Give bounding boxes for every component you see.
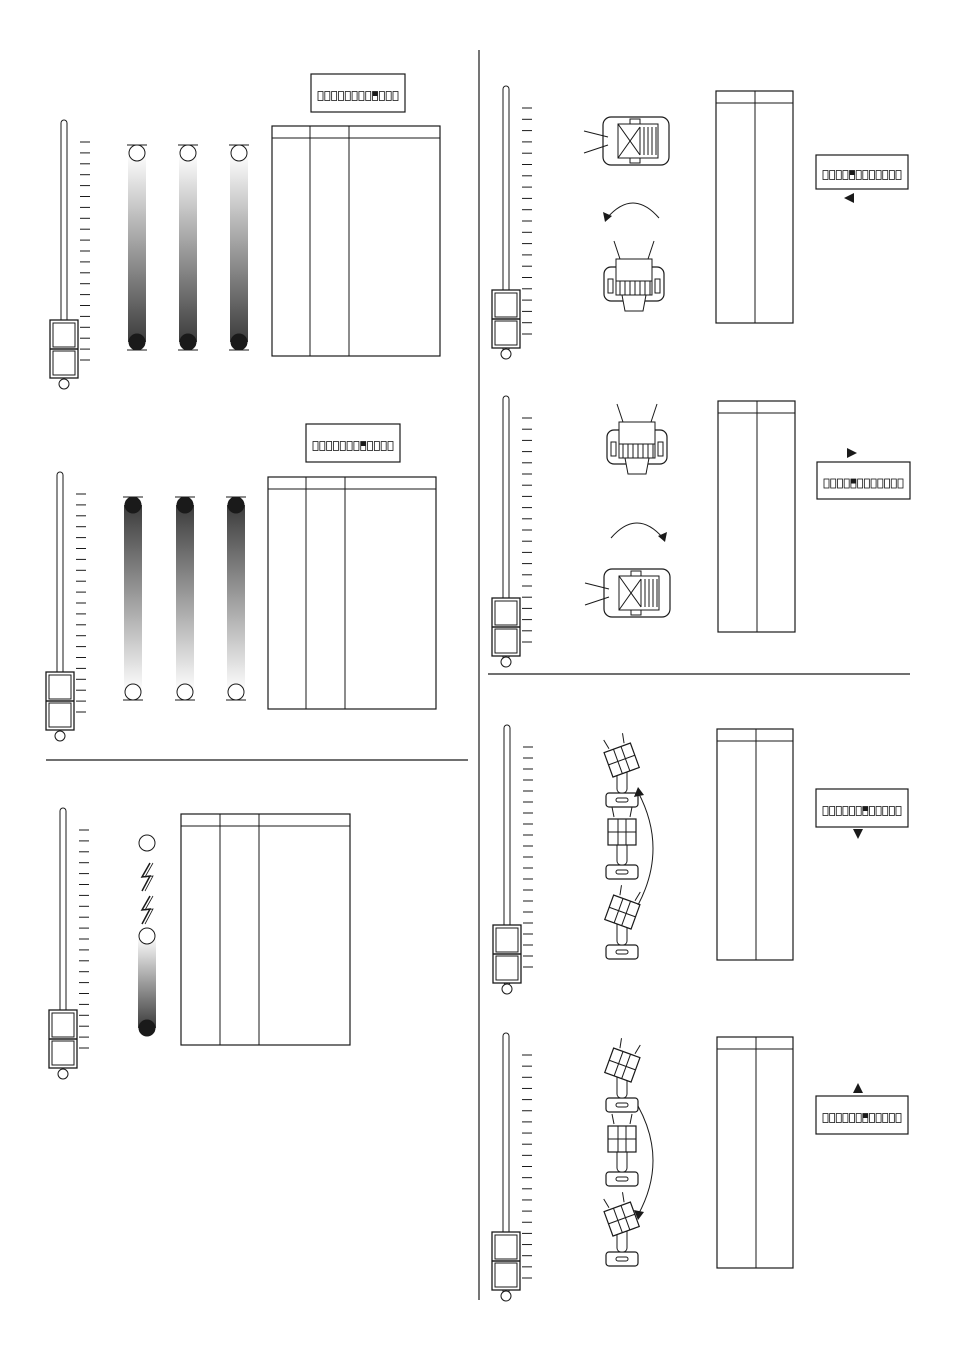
pan-right-dip-switch (817, 462, 910, 499)
table-frame (272, 126, 440, 356)
lamp-off-circle (177, 684, 193, 700)
beam-line (617, 404, 623, 422)
dimmer-down-bar-1 (123, 497, 143, 700)
dimmer-up-dip-switch (311, 74, 405, 112)
lamp-off-circle (139, 928, 155, 944)
tilt-head-lower-2 (600, 1191, 639, 1266)
tilt-down-arrow-indicator (853, 829, 863, 839)
lamp-on-circle (177, 497, 193, 513)
fader-knob (492, 1232, 520, 1301)
tilt-down-table (717, 729, 793, 960)
tilt-arc (638, 1106, 653, 1215)
head-base (625, 458, 649, 474)
fader-knob-foot (502, 984, 512, 994)
pan-right-rotation-arrow (611, 523, 667, 542)
fader-scale (76, 494, 86, 712)
table-frame (181, 814, 350, 1045)
fader-scale (522, 1055, 532, 1278)
tilt-down-fader (493, 725, 533, 994)
fader-knob (492, 290, 520, 359)
lamp-on-circle (180, 334, 196, 350)
beam-line (612, 807, 614, 817)
lamp-on-circle (139, 1020, 155, 1036)
head-lens (616, 259, 652, 281)
beam-line (648, 241, 654, 259)
lamp-off-circle (180, 145, 196, 161)
strobe-fader (49, 808, 89, 1079)
beam-line (618, 885, 623, 895)
beam-line (612, 1114, 614, 1124)
pan-head-front-view (604, 241, 664, 311)
intensity-gradient (227, 505, 245, 692)
pan-left-table (716, 91, 793, 323)
fader-scale (79, 830, 89, 1048)
fader-knob-foot (501, 657, 511, 667)
dimmer-up-bar-3 (229, 145, 249, 350)
beam-line (630, 1114, 632, 1124)
fader-knob (49, 1010, 77, 1079)
tilt-head-middle-2 (606, 1114, 638, 1186)
lamp-off-circle (125, 684, 141, 700)
dimmer-down-fader (46, 472, 86, 741)
beam-line (635, 891, 640, 901)
lamp-off-circle (228, 684, 244, 700)
intensity-gradient (176, 505, 194, 692)
lamp-on-circle (129, 334, 145, 350)
beam-line (651, 404, 657, 422)
beam-line (604, 1198, 609, 1208)
tilt-up-table (717, 1037, 793, 1268)
beam-line (621, 733, 626, 743)
lamp-off-circle (129, 145, 145, 161)
beam-line (604, 739, 609, 749)
intensity-gradient (179, 153, 197, 342)
pan-head-top-view-2 (585, 569, 670, 617)
intensity-gradient (138, 936, 156, 1028)
fader-scale (523, 747, 533, 967)
pan-head-front-view-2 (607, 404, 667, 474)
tilt-head-upper (600, 732, 639, 807)
fader-knob-foot (59, 379, 69, 389)
fader-knob-foot (501, 1291, 511, 1301)
fader-knob (492, 598, 520, 667)
dimmer-up-table (272, 126, 440, 356)
fader-scale (522, 108, 532, 334)
pan-head-top-view (584, 117, 669, 165)
fader-scale (522, 418, 532, 642)
dimmer-down-bar-3 (226, 497, 246, 700)
beam-line (635, 1044, 640, 1054)
dip-switch-on (851, 479, 856, 484)
dip-switch-on (863, 807, 868, 812)
fader-scale (80, 142, 90, 360)
strobe-bolt-2 (142, 896, 153, 924)
intensity-gradient (124, 505, 142, 692)
fader-knob-foot (58, 1069, 68, 1079)
dip-switch-on (850, 171, 855, 176)
tilt-head-middle (606, 807, 638, 879)
pan-right-arrow-indicator (847, 448, 857, 458)
head-base (622, 295, 646, 311)
tilted-head (605, 1037, 644, 1082)
pan-left-dip-switch (816, 155, 908, 189)
beam-line (621, 1192, 626, 1202)
head-lens (619, 422, 655, 444)
pan-right-fader (492, 396, 532, 667)
arrow-head (634, 787, 644, 797)
beam-line (630, 807, 632, 817)
pan-right-table (718, 401, 795, 632)
pan-left-rotation-arrow (603, 203, 659, 222)
pan-left-arrow-indicator (844, 193, 854, 203)
dimmer-up-bar-1 (127, 145, 147, 350)
dip-switch-on (361, 442, 366, 447)
beam-line (618, 1038, 623, 1048)
strobe-indicator (138, 835, 156, 1036)
tilt-down-dip-switch (816, 789, 908, 827)
dip-switch-on (863, 1114, 868, 1119)
rotation-arc (611, 523, 663, 538)
fader-knob (46, 672, 74, 741)
fader-knob (493, 925, 521, 994)
tilted-head (608, 1114, 636, 1152)
lamp-off-circle (139, 835, 155, 851)
pan-left-fader (492, 86, 532, 359)
dimmer-down-bar-2 (175, 497, 195, 700)
strobe-table (181, 814, 350, 1045)
tilted-head (605, 884, 644, 929)
tilt-arc (638, 792, 653, 905)
table-frame (717, 1037, 793, 1268)
tilted-head (600, 732, 639, 777)
lamp-off-circle (231, 145, 247, 161)
table-frame (268, 477, 436, 709)
table-frame (717, 729, 793, 960)
dimmer-up-bar-2 (178, 145, 198, 350)
tilted-head (608, 807, 636, 845)
tilt-head-upper-2 (605, 1037, 644, 1112)
fader-knob-foot (501, 349, 511, 359)
fader-knob (50, 320, 78, 389)
tilt-up-arc (634, 1106, 653, 1220)
strobe-bolt-1 (142, 863, 153, 891)
tilt-up-arrow-indicator (853, 1083, 863, 1093)
tilted-head (600, 1191, 639, 1236)
tilt-up-fader (492, 1033, 532, 1301)
rotation-arc (607, 203, 659, 218)
dimmer-down-table (268, 477, 436, 709)
intensity-gradient (128, 153, 146, 342)
lamp-on-circle (125, 497, 141, 513)
fader-knob-foot (55, 731, 65, 741)
dip-switch-on (373, 92, 378, 97)
beam-line (614, 241, 620, 259)
dimmer-up-fader (50, 120, 90, 389)
lamp-on-circle (228, 497, 244, 513)
lamp-on-circle (231, 334, 247, 350)
tilt-head-lower (605, 884, 644, 959)
intensity-gradient (230, 153, 248, 342)
dimmer-down-dip-switch (306, 424, 400, 462)
tilt-up-dip-switch (816, 1096, 908, 1134)
